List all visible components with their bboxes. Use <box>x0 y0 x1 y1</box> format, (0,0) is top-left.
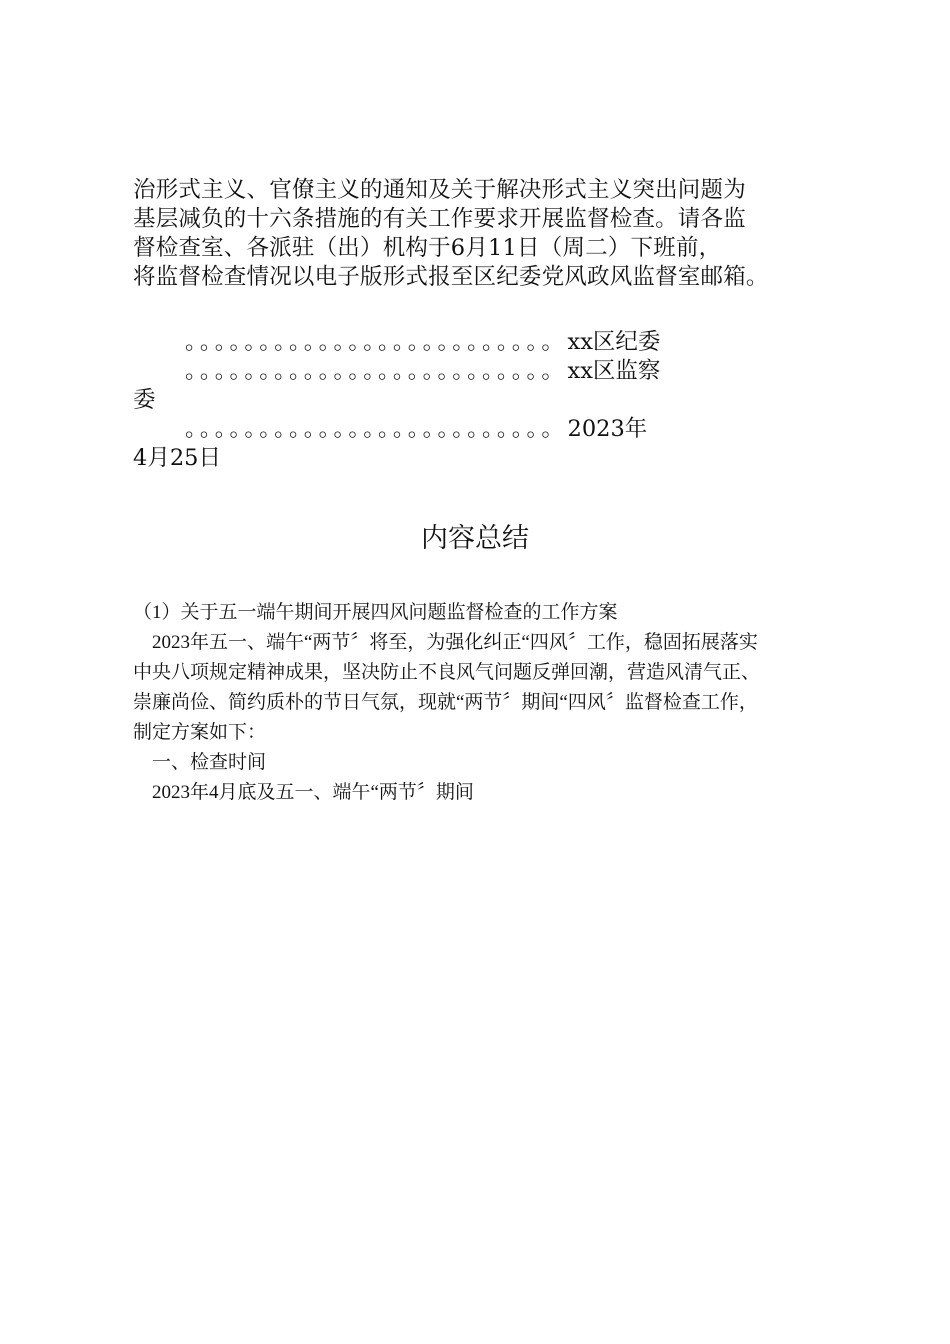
signature-date-wrap: 4月25日 <box>133 445 221 471</box>
signature-dots: 。。。。。。。。。。。。。。。。。。。。。。。。。 <box>185 416 568 442</box>
signature-org: xx区监察 <box>567 358 661 384</box>
body-line: 将监督检查情况以电子版形式报至区纪委党风政风监督室邮箱。 <box>133 264 769 290</box>
signature-date-year: 2023年 <box>567 416 648 442</box>
body-line: 治形式主义、官僚主义的通知及关于解决形式主义突出问题为 <box>133 177 746 203</box>
signature-block <box>133 328 833 473</box>
signature-line-supervisory-committee <box>133 357 833 386</box>
body-line: 基层减负的十六条措施的有关工作要求开展监督检查。请各监 <box>133 206 746 232</box>
summary-section-heading: 一、检查时间 <box>152 752 267 773</box>
summary-item-title: （1）关于五一端午期间开展四风问题监督检查的工作方案 <box>133 602 618 623</box>
signature-org: xx区纪委 <box>567 329 661 355</box>
signature-line-date <box>133 415 833 444</box>
summary-heading: 内容总结 <box>421 523 529 554</box>
summary-line: 2023年五一、端午“两节〞将至，为强化纠正“四风〞工作，稳固拓展落实 <box>152 632 758 653</box>
summary-line: 制定方案如下： <box>133 722 267 743</box>
signature-line-discipline-committee <box>133 328 833 357</box>
signature-dots: 。。。。。。。。。。。。。。。。。。。。。。。。。 <box>185 358 568 384</box>
summary-section-text: 2023年4月底及五一、端午“两节〞期间 <box>152 782 474 803</box>
body-paragraph <box>133 176 833 292</box>
signature-wrap: 委 <box>133 387 156 413</box>
summary-line: 崇廉尚俭、简约质朴的节日气氛，现就“两节〞期间“四风〞监督检查工作， <box>133 692 758 713</box>
signature-dots: 。。。。。。。。。。。。。。。。。。。。。。。。。 <box>185 329 568 355</box>
summary-line: 中央八项规定精神成果，坚决防止不良风气问题反弹回潮，营造风清气正、 <box>133 662 761 683</box>
summary-section <box>133 598 833 808</box>
body-line: 督检查室、各派驻（出）机构于6月11日（周二）下班前， <box>133 235 722 261</box>
